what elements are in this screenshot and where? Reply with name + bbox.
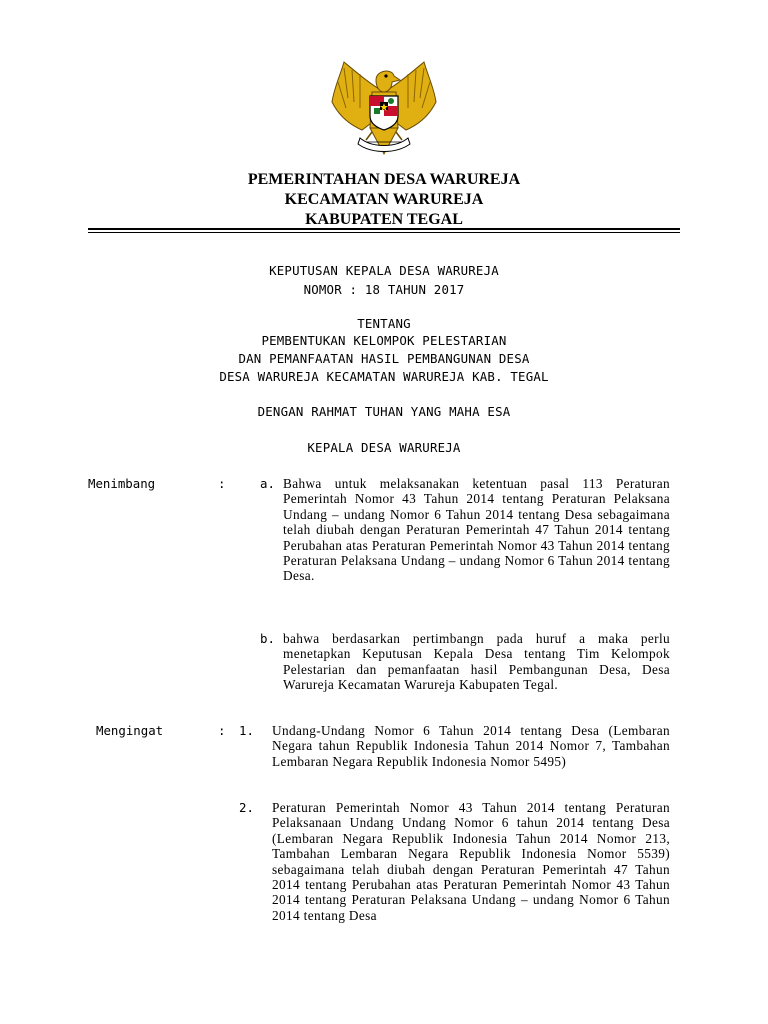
header-line-government: PEMERINTAHAN DESA WARUREJA [247,171,521,188]
header-divider-thin [88,232,680,233]
menimbang-item-marker: b. [260,631,275,646]
mengingat-item-marker: 2. [239,800,254,815]
menimbang-colon: : [218,476,226,491]
decree-subject-line-2: DAN PEMANFAATAN HASIL PEMBANGUNAN DESA [238,351,530,366]
mengingat-colon: : [218,723,226,738]
decree-title: KEPUTUSAN KEPALA DESA WARUREJA [269,263,499,278]
header-line-regency: KABUPATEN TEGAL [305,211,463,228]
header-divider-thick [88,228,680,230]
mengingat-item-marker: 1. [239,723,254,738]
menimbang-label: Menimbang [88,476,156,491]
menimbang-item-text: Bahwa untuk melaksanakan ketentuan pasal 113 Peraturan Pemerintah Nomor 43 Tahun 2014 tentang Peraturan Pelaksana Undang – undang Nomor 6 Tahun 2014 tentang Desa sebagaimana telah diubah dengan Peraturan Pemerintah 47 Tahun 2014 tentang Perubahan atas Peraturan Pemerintah Nomor 43 Tahun 2014 tentang Peraturan Pelaksana Undang – undang Nomor 6 Tahun 2014 tentang Desa. [283,476,670,584]
decree-subject-line-3: DESA WARUREJA KECAMATAN WARUREJA KAB. TEGAL [219,369,549,384]
menimbang-item-text: bahwa berdasarkan pertimbangn pada huruf a maka perlu menetapkan Keputusan Kepala Desa tentang Tim Kelompok Pelestarian dan pemanfaatan hasil Pembangunan Desa, Desa Warureja Kecamatan Warureja Kabupaten Tegal. [283,631,670,693]
garuda-emblem-icon [326,58,442,162]
mengingat-label: Mengingat [96,723,164,738]
decree-authority: KEPALA DESA WARUREJA [307,440,461,455]
mengingat-item-text: Peraturan Pemerintah Nomor 43 Tahun 2014 tentang Peraturan Pelaksanaan Undang Undang Nomor 6 tahun 2014 tentang Desa (Lembaran Negara Republik Indonesia Tahun 2014 Nomor 213, Tambahan Lembaran Negara Republik Indonesia Nomor 5539) sebagaimana telah diubah dengan Peraturan Pemerintah 47 Tahun 2014 tentang Perubahan atas Peraturan Pemerintah Nomor 43 Tahun 2014 tentang Peraturan Pelaksana Undang – undang Nomor 6 Tahun 2014 tentang Desa [272,800,670,923]
decree-number: NOMOR : 18 TAHUN 2017 [303,282,465,297]
decree-blessing: DENGAN RAHMAT TUHAN YANG MAHA ESA [257,404,511,419]
decree-subject-line-1: PEMBENTUKAN KELOMPOK PELESTARIAN [261,333,507,348]
decree-about: TENTANG [357,316,411,331]
menimbang-item-marker: a. [260,476,275,491]
header-line-district: KECAMATAN WARUREJA [284,191,484,208]
mengingat-item-text: Undang-Undang Nomor 6 Tahun 2014 tentang Desa (Lembaran Negara tahun Republik Indonesia Tahun 2014 Nomor 7, Tambahan Lembaran Negara Republik Indonesia Nomor 5495) [272,723,670,769]
